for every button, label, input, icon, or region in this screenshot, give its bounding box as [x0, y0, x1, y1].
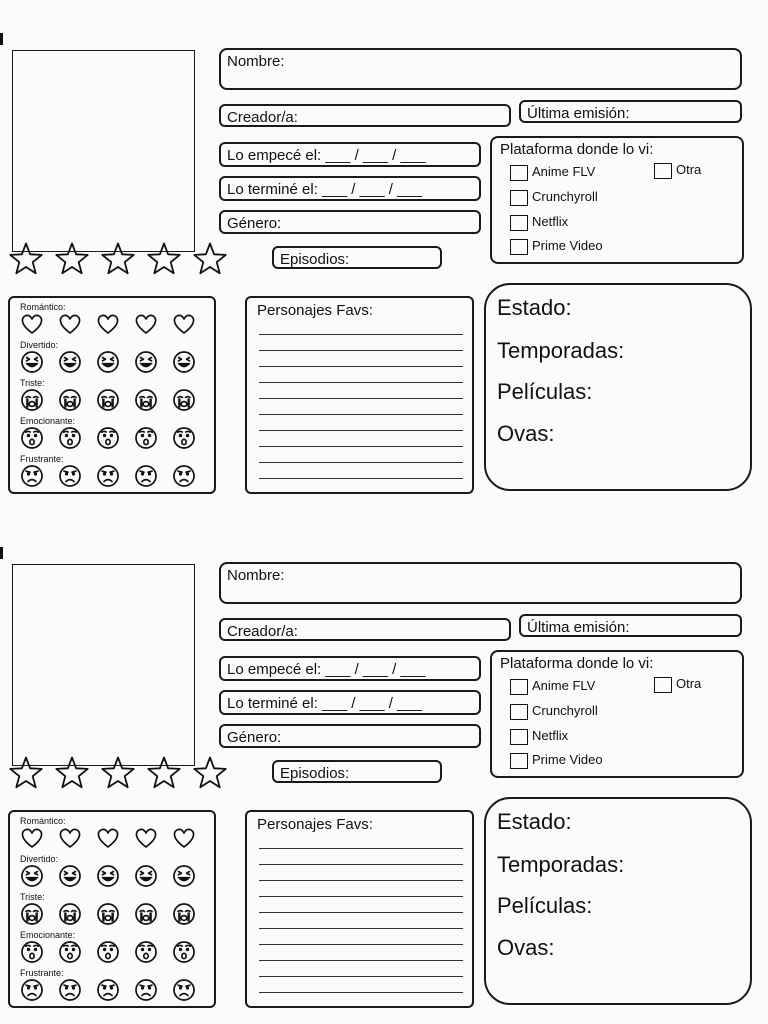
rating-row-divertido [20, 864, 210, 890]
star-icon[interactable] [10, 758, 41, 788]
option-prime-video[interactable] [510, 238, 603, 255]
personajes-favs-box[interactable] [245, 810, 474, 1008]
ovas-label: Ovas: [497, 421, 555, 446]
checkbox[interactable] [510, 753, 528, 769]
writing-line [259, 992, 463, 993]
cut-mark [0, 33, 3, 45]
option-otra[interactable] [654, 676, 701, 693]
option-anime-flv[interactable] [510, 678, 595, 695]
star-icon[interactable] [102, 244, 133, 274]
heart-icon[interactable] [58, 312, 82, 341]
laughing-face-icon[interactable] [134, 350, 158, 379]
heart-icon[interactable] [172, 826, 196, 855]
crying-face-icon[interactable] [134, 388, 158, 417]
heart-icon[interactable] [134, 826, 158, 855]
end-date-label: Lo terminé el: ___ / ___ / ___ [227, 695, 423, 712]
rating-label-romantico: Romántico: [20, 816, 66, 826]
laughing-face-icon[interactable] [58, 864, 82, 893]
crying-face-icon[interactable] [172, 388, 196, 417]
ovas-label: Ovas: [497, 935, 555, 960]
nombre-label: Nombre: [227, 53, 285, 70]
frowning-face-icon[interactable] [172, 464, 196, 493]
ultima-emision-label: Última emisión: [527, 105, 630, 122]
writing-line [259, 960, 463, 961]
anime-record-sheet-1 [0, 28, 768, 498]
rating-label-triste: Triste: [20, 378, 45, 388]
genero-label: Género: [227, 215, 282, 232]
episodios-label: Episodios: [280, 765, 350, 782]
rating-row-frustrante [20, 464, 210, 490]
crying-face-icon[interactable] [20, 902, 44, 931]
frowning-face-icon[interactable] [96, 464, 120, 493]
start-date-field[interactable] [219, 656, 481, 681]
option-label: Crunchyroll [532, 703, 598, 718]
crying-face-icon[interactable] [96, 902, 120, 931]
temporadas-label: Temporadas: [497, 852, 625, 877]
option-label: Anime FLV [532, 164, 596, 179]
crying-face-icon[interactable] [134, 902, 158, 931]
writing-line [259, 462, 463, 463]
writing-line [259, 334, 463, 335]
option-label: Crunchyroll [532, 189, 598, 204]
photo-box[interactable] [12, 50, 195, 252]
rating-row-divertido [20, 350, 210, 376]
estado-box [484, 797, 752, 1005]
heart-icon[interactable] [20, 826, 44, 855]
writing-line [259, 976, 463, 977]
star-icon[interactable] [148, 244, 179, 274]
creador-field[interactable] [219, 104, 511, 127]
writing-line [259, 446, 463, 447]
ultima-emision-field[interactable] [519, 100, 742, 123]
start-date-label: Lo empecé el: ___ / ___ / ___ [227, 147, 426, 164]
checkbox[interactable] [510, 190, 528, 206]
genero-label: Género: [227, 729, 282, 746]
checkbox[interactable] [654, 163, 672, 179]
option-label: Netflix [532, 214, 569, 229]
writing-line [259, 864, 463, 865]
checkbox[interactable] [510, 704, 528, 720]
heart-icon[interactable] [20, 312, 44, 341]
surprised-face-icon[interactable] [96, 426, 120, 455]
frowning-face-icon[interactable] [58, 464, 82, 493]
frowning-face-icon[interactable] [20, 464, 44, 493]
nombre-field[interactable] [219, 48, 742, 90]
rating-row-frustrante [20, 978, 210, 1004]
heart-icon[interactable] [96, 312, 120, 341]
writing-line [259, 398, 463, 399]
end-date-label: Lo terminé el: ___ / ___ / ___ [227, 181, 423, 198]
laughing-face-icon[interactable] [96, 864, 120, 893]
start-date-field[interactable] [219, 142, 481, 167]
surprised-face-icon[interactable] [20, 940, 44, 969]
writing-line [259, 414, 463, 415]
star-icon[interactable] [56, 758, 87, 788]
writing-line [259, 896, 463, 897]
laughing-face-icon[interactable] [20, 350, 44, 379]
surprised-face-icon[interactable] [96, 940, 120, 969]
option-crunchyroll[interactable] [510, 703, 598, 720]
rating-row-triste [20, 388, 210, 414]
ultima-emision-field[interactable] [519, 614, 742, 637]
writing-line [259, 366, 463, 367]
heart-icon[interactable] [172, 312, 196, 341]
estado-box [484, 283, 752, 491]
checkbox[interactable] [510, 165, 528, 181]
estado-label: Estado: [497, 809, 572, 834]
star-icon[interactable] [102, 758, 133, 788]
frowning-face-icon[interactable] [58, 978, 82, 1007]
checkbox[interactable] [510, 729, 528, 745]
laughing-face-icon[interactable] [134, 864, 158, 893]
option-crunchyroll[interactable] [510, 189, 598, 206]
creador-label: Creador/a: [227, 109, 298, 126]
rating-row-emocionante [20, 426, 210, 452]
frowning-face-icon[interactable] [96, 978, 120, 1007]
option-label: Prime Video [532, 752, 603, 767]
star-rating[interactable] [6, 242, 231, 276]
option-label: Otra [676, 162, 702, 177]
rating-label-divertido: Divertido: [20, 854, 59, 864]
heart-icon[interactable] [96, 826, 120, 855]
surprised-face-icon[interactable] [134, 426, 158, 455]
writing-line [259, 880, 463, 881]
star-icon[interactable] [10, 244, 41, 274]
heart-icon[interactable] [58, 826, 82, 855]
nombre-field[interactable] [219, 562, 742, 604]
rating-label-emocionante: Emocionante: [20, 930, 76, 940]
cut-mark [0, 547, 3, 559]
surprised-face-icon[interactable] [20, 426, 44, 455]
rating-row-romantico [20, 826, 210, 852]
checkbox[interactable] [510, 215, 528, 231]
rating-label-romantico: Romántico: [20, 302, 66, 312]
end-date-field[interactable] [219, 176, 481, 201]
peliculas-label: Películas: [497, 893, 593, 918]
surprised-face-icon[interactable] [58, 940, 82, 969]
writing-line [259, 382, 463, 383]
ultima-emision-label: Última emisión: [527, 619, 630, 636]
writing-line [259, 928, 463, 929]
start-date-label: Lo empecé el: ___ / ___ / ___ [227, 661, 426, 678]
crying-face-icon[interactable] [58, 388, 82, 417]
peliculas-label: Películas: [497, 379, 593, 404]
personajes-favs-title: Personajes Favs: [257, 302, 373, 319]
frowning-face-icon[interactable] [134, 464, 158, 493]
crying-face-icon[interactable] [58, 902, 82, 931]
option-label: Netflix [532, 728, 569, 743]
writing-line [259, 912, 463, 913]
personajes-favs-box[interactable] [245, 296, 474, 494]
writing-line [259, 478, 463, 479]
surprised-face-icon[interactable] [58, 426, 82, 455]
rating-label-emocionante: Emocionante: [20, 416, 76, 426]
crying-face-icon[interactable] [172, 902, 196, 931]
rating-label-frustrante: Frustrante: [20, 968, 64, 978]
heart-icon[interactable] [134, 312, 158, 341]
laughing-face-icon[interactable] [20, 864, 44, 893]
writing-line [259, 944, 463, 945]
rating-row-romantico [20, 312, 210, 338]
laughing-face-icon[interactable] [172, 350, 196, 379]
star-icon[interactable] [148, 758, 179, 788]
anime-record-sheet-2 [0, 542, 768, 1012]
personajes-favs-title: Personajes Favs: [257, 816, 373, 833]
star-icon[interactable] [194, 758, 225, 788]
frowning-face-icon[interactable] [20, 978, 44, 1007]
genero-field[interactable] [219, 210, 481, 234]
episodios-field[interactable] [272, 760, 442, 783]
laughing-face-icon[interactable] [172, 864, 196, 893]
episodios-label: Episodios: [280, 251, 350, 268]
crying-face-icon[interactable] [96, 388, 120, 417]
checkbox[interactable] [654, 677, 672, 693]
rating-label-divertido: Divertido: [20, 340, 59, 350]
surprised-face-icon[interactable] [172, 426, 196, 455]
checkbox[interactable] [510, 239, 528, 255]
plataforma-title: Plataforma donde lo vi: [500, 655, 654, 672]
ratings-box [8, 296, 216, 494]
estado-label: Estado: [497, 295, 572, 320]
frowning-face-icon[interactable] [172, 978, 196, 1007]
option-label: Otra [676, 676, 702, 691]
plataforma-box [490, 650, 744, 778]
laughing-face-icon[interactable] [58, 350, 82, 379]
option-label: Prime Video [532, 238, 603, 253]
laughing-face-icon[interactable] [96, 350, 120, 379]
checkbox[interactable] [510, 679, 528, 695]
writing-line [259, 848, 463, 849]
rating-row-triste [20, 902, 210, 928]
temporadas-label: Temporadas: [497, 338, 625, 363]
end-date-field[interactable] [219, 690, 481, 715]
option-label: Anime FLV [532, 678, 596, 693]
option-otra[interactable] [654, 162, 701, 179]
writing-line [259, 350, 463, 351]
option-prime-video[interactable] [510, 752, 603, 769]
crying-face-icon[interactable] [20, 388, 44, 417]
star-icon[interactable] [56, 244, 87, 274]
photo-box[interactable] [12, 564, 195, 766]
option-anime-flv[interactable] [510, 164, 595, 181]
ratings-box [8, 810, 216, 1008]
genero-field[interactable] [219, 724, 481, 748]
surprised-face-icon[interactable] [172, 940, 196, 969]
star-rating[interactable] [6, 756, 231, 790]
rating-label-frustrante: Frustrante: [20, 454, 64, 464]
option-netflix[interactable] [510, 214, 568, 231]
writing-line [259, 430, 463, 431]
surprised-face-icon[interactable] [134, 940, 158, 969]
frowning-face-icon[interactable] [134, 978, 158, 1007]
star-icon[interactable] [194, 244, 225, 274]
nombre-label: Nombre: [227, 567, 285, 584]
plataforma-title: Plataforma donde lo vi: [500, 141, 654, 158]
rating-row-emocionante [20, 940, 210, 966]
creador-label: Creador/a: [227, 623, 298, 640]
creador-field[interactable] [219, 618, 511, 641]
plataforma-box [490, 136, 744, 264]
option-netflix[interactable] [510, 728, 568, 745]
episodios-field[interactable] [272, 246, 442, 269]
rating-label-triste: Triste: [20, 892, 45, 902]
